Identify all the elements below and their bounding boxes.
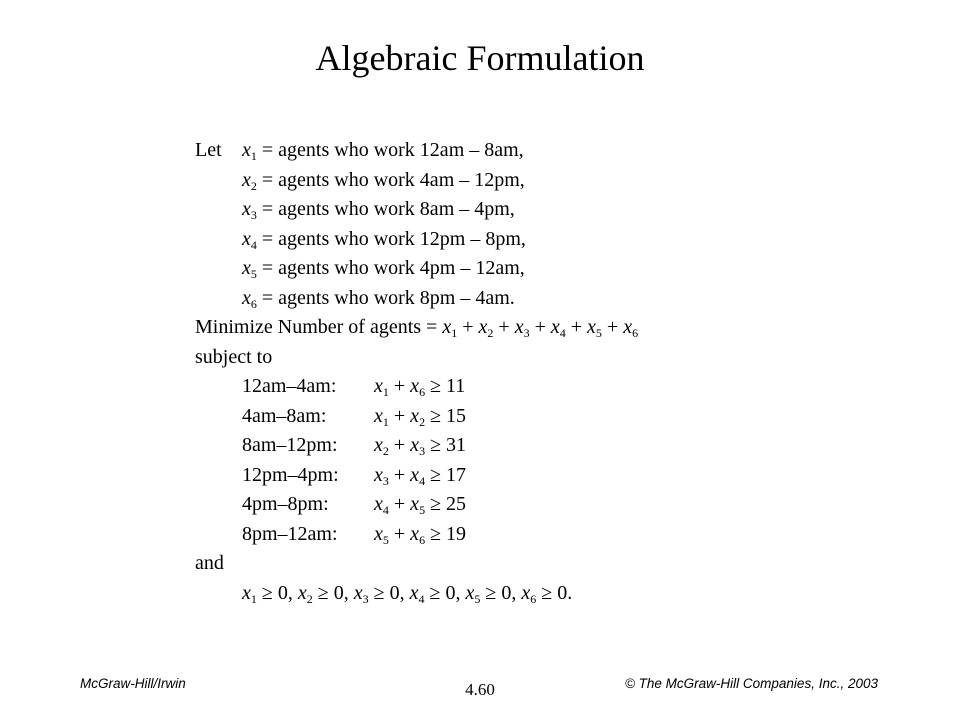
subscript: 5 bbox=[419, 503, 426, 517]
subscript: 3 bbox=[523, 326, 530, 340]
subscript: 4 bbox=[419, 473, 426, 488]
variable: x bbox=[242, 168, 251, 191]
variable: x bbox=[410, 375, 420, 397]
subscript: 6 bbox=[250, 296, 257, 311]
constraint-line bbox=[195, 372, 638, 402]
variable: x bbox=[623, 316, 633, 338]
time-period: 12am–4am: bbox=[242, 375, 337, 397]
plus-sign: + bbox=[388, 404, 411, 427]
subscript: 5 bbox=[595, 326, 602, 340]
time-period: 8am–12pm: bbox=[242, 434, 338, 456]
constraint-rhs: ≥ 17 bbox=[425, 463, 467, 486]
subscript: 1 bbox=[451, 326, 458, 340]
variable: x bbox=[374, 463, 383, 486]
let-label: Let bbox=[195, 139, 222, 161]
plus-sign: + bbox=[529, 316, 551, 338]
definition-text: = agents who work 12am – 8am, bbox=[256, 139, 524, 161]
subscript: 1 bbox=[382, 385, 389, 399]
constraint-line bbox=[195, 490, 638, 520]
separator: , bbox=[399, 581, 410, 604]
objective-line bbox=[195, 313, 638, 343]
time-period: 4am–8am: bbox=[242, 404, 327, 427]
subscript: 3 bbox=[250, 208, 257, 222]
definition-text: = agents who work 12pm – 8pm, bbox=[256, 227, 526, 250]
variable: x bbox=[242, 139, 251, 161]
variable: x bbox=[242, 286, 251, 309]
subscript: 6 bbox=[530, 591, 537, 606]
relation: ≥ 0 bbox=[256, 581, 288, 604]
variable: x bbox=[374, 375, 383, 397]
subscript: 1 bbox=[250, 149, 257, 163]
separator: , bbox=[455, 581, 466, 604]
variable: x bbox=[410, 463, 420, 486]
and-label: and bbox=[195, 552, 224, 574]
plus-sign: + bbox=[388, 375, 411, 397]
relation: ≥ 0 bbox=[424, 581, 456, 604]
variable: x bbox=[297, 581, 307, 604]
plus-sign: + bbox=[601, 316, 624, 338]
time-period: 8pm–12am: bbox=[242, 522, 338, 545]
separator: , bbox=[287, 581, 298, 604]
variable: x bbox=[410, 404, 420, 427]
definition-line bbox=[195, 254, 638, 284]
subscript: 2 bbox=[419, 414, 426, 429]
subscript: 4 bbox=[250, 237, 257, 252]
end-period: . bbox=[567, 581, 573, 604]
definition-text: = agents who work 8pm – 4am. bbox=[256, 286, 515, 309]
constraint-rhs: ≥ 25 bbox=[425, 493, 467, 515]
subscript: 5 bbox=[474, 591, 481, 606]
time-period: 4pm–8pm: bbox=[242, 493, 329, 515]
constraint-line bbox=[195, 402, 638, 432]
subscript: 4 bbox=[418, 591, 425, 606]
footer-copyright: © The McGraw-Hill Companies, Inc., 2003 bbox=[624, 676, 878, 691]
constraint-rhs: ≥ 15 bbox=[425, 404, 467, 427]
variable: x bbox=[478, 316, 488, 338]
separator: , bbox=[343, 581, 354, 604]
subscript: 3 bbox=[362, 591, 369, 606]
variable: x bbox=[242, 198, 251, 220]
plus-sign: + bbox=[388, 463, 411, 486]
subscript: 1 bbox=[250, 591, 257, 606]
subscript: 6 bbox=[632, 326, 639, 340]
subject-to-label: subject to bbox=[195, 345, 273, 368]
definition-line bbox=[195, 136, 638, 166]
definition-line bbox=[195, 195, 638, 225]
footer-publisher: McGraw-Hill/Irwin bbox=[80, 676, 186, 691]
definition-line bbox=[195, 166, 638, 196]
variable: x bbox=[410, 493, 420, 515]
variable: x bbox=[521, 581, 531, 604]
plus-sign: + bbox=[388, 434, 411, 456]
variable: x bbox=[374, 434, 383, 456]
variable: x bbox=[442, 316, 452, 338]
plus-sign: + bbox=[565, 316, 588, 338]
variable: x bbox=[353, 581, 363, 604]
variable: x bbox=[242, 257, 251, 279]
constraint-rhs: ≥ 19 bbox=[425, 522, 467, 545]
variable: x bbox=[587, 316, 596, 338]
subscript: 4 bbox=[559, 326, 566, 340]
subscript: 1 bbox=[382, 414, 389, 429]
plus-sign: + bbox=[388, 493, 411, 515]
relation: ≥ 0 bbox=[480, 581, 512, 604]
subscript: 3 bbox=[419, 444, 426, 458]
constraint-rhs: ≥ 31 bbox=[425, 434, 467, 456]
page-title: Algebraic Formulation bbox=[315, 38, 645, 78]
variable: x bbox=[410, 522, 420, 545]
variable: x bbox=[409, 581, 419, 604]
definition-line bbox=[195, 284, 638, 314]
relation: ≥ 0 bbox=[368, 581, 400, 604]
subscript: 2 bbox=[250, 178, 257, 193]
subscript: 2 bbox=[306, 591, 313, 606]
definition-text: = agents who work 4am – 12pm, bbox=[256, 168, 525, 191]
relation: ≥ 0 bbox=[536, 581, 568, 604]
definition-text: = agents who work 4pm – 12am, bbox=[256, 257, 525, 279]
subscript: 6 bbox=[419, 532, 426, 547]
subscript: 2 bbox=[487, 326, 494, 340]
relation: ≥ 0 bbox=[312, 581, 344, 604]
variable: x bbox=[550, 316, 560, 338]
plus-sign: + bbox=[457, 316, 479, 338]
variable: x bbox=[242, 581, 251, 604]
variable: x bbox=[514, 316, 524, 338]
variable: x bbox=[465, 581, 475, 604]
plus-sign: + bbox=[493, 316, 515, 338]
separator: , bbox=[511, 581, 522, 604]
constraint-line bbox=[195, 431, 638, 461]
subscript: 4 bbox=[382, 503, 389, 517]
variable: x bbox=[242, 227, 251, 250]
constraint-line bbox=[195, 461, 638, 491]
slide-number: 4.60 bbox=[465, 680, 495, 699]
time-period: 12pm–4pm: bbox=[242, 463, 339, 486]
constraint-rhs: ≥ 11 bbox=[425, 375, 466, 397]
plus-sign: + bbox=[388, 522, 411, 545]
constraint-line bbox=[195, 520, 638, 550]
formulation-body bbox=[195, 136, 638, 608]
definition-line bbox=[195, 225, 638, 255]
definition-text: = agents who work 8am – 4pm, bbox=[256, 198, 515, 220]
subscript: 5 bbox=[250, 267, 257, 281]
subscript: 6 bbox=[419, 385, 426, 399]
variable: x bbox=[374, 404, 383, 427]
variable: x bbox=[410, 434, 420, 456]
subscript: 3 bbox=[382, 473, 389, 488]
objective-prefix: Minimize Number of agents = bbox=[195, 316, 443, 338]
variable: x bbox=[374, 522, 383, 545]
subscript: 5 bbox=[382, 532, 389, 547]
subscript: 2 bbox=[382, 444, 389, 458]
variable: x bbox=[374, 493, 383, 515]
nonnegativity-line bbox=[195, 579, 638, 609]
